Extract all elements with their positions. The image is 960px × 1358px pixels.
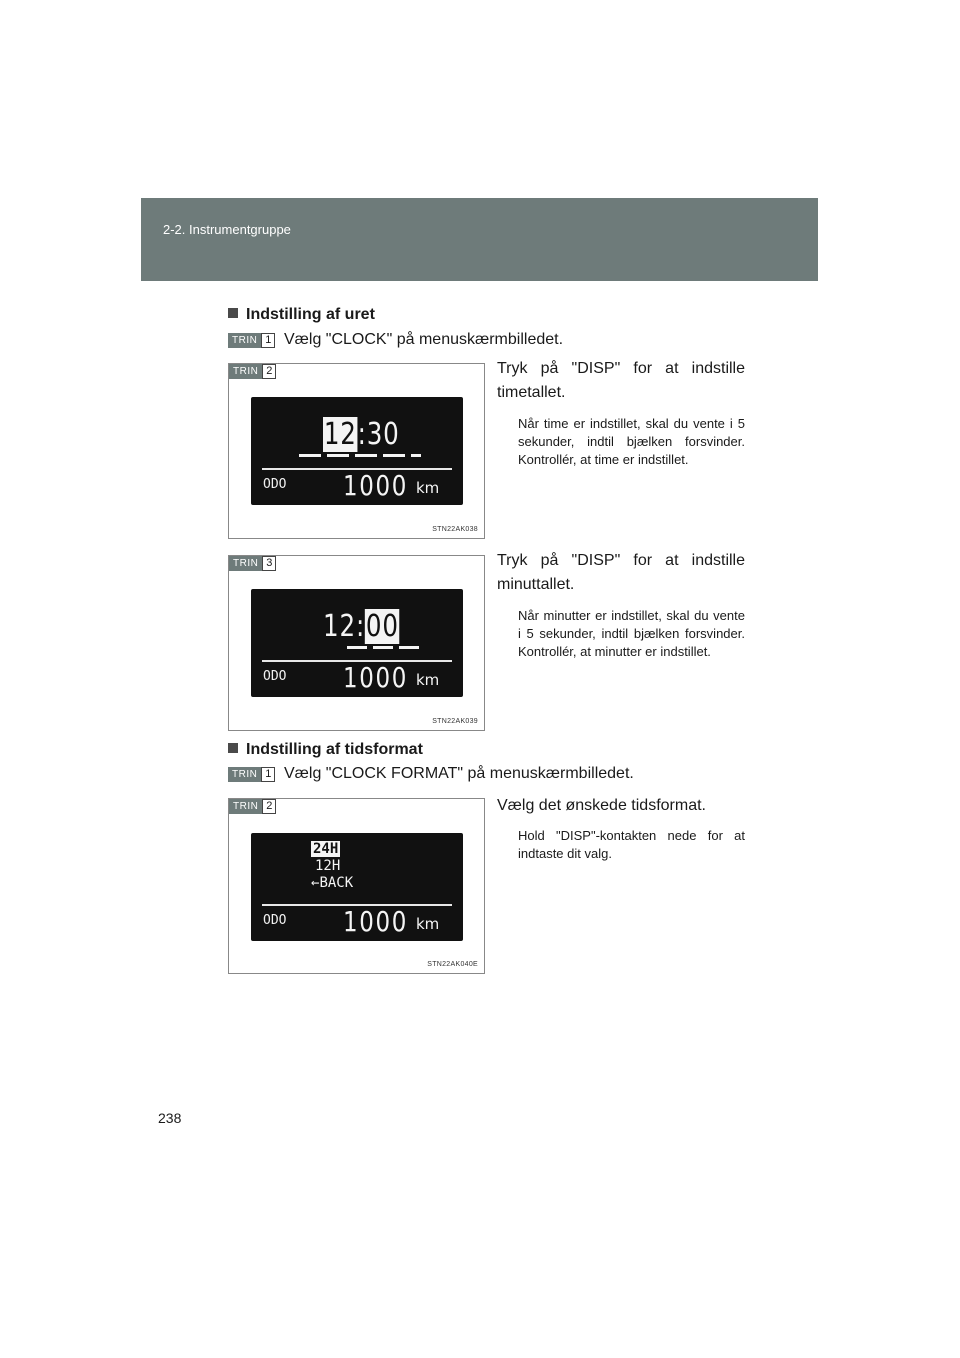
page-number: 238 [158,1110,182,1126]
format-step2-instruction: Vælg det ønskede tidsformat. [497,797,706,814]
section-header [141,198,818,281]
trin-badge: TRIN 1 [228,333,275,348]
section-label: 2-2. Instrumentgruppe [163,222,291,237]
format-setting-title: Indstilling af tidsformat [228,741,423,759]
odo-unit: km [416,479,440,497]
clock-step2-note: Når time er indstillet, skal du vente i 5 sekunder, indtil bjælken forsvinder. Kontrollér, at time er indstillet. [518,416,745,467]
figure-clock-minute [228,555,485,731]
clock-step3-note: Når minutter er indstillet, skal du vente i 5 sekunder, indtil bjælken forsvinder. Kontrollér, at minutter er indstillet. [518,608,745,659]
menu-option-24h: 24H [313,841,339,857]
odo-unit: km [416,671,440,689]
odo-value: 1000 [343,905,408,938]
square-bullet-icon [228,308,238,318]
trin-badge: TRIN 3 [229,556,276,571]
odo-unit: km [416,915,440,933]
odo-value: 1000 [343,469,408,502]
figure-code: STN22AK038 [432,526,478,533]
odo-label: ODO [263,477,287,492]
instrument-display [251,589,463,697]
progress-bar-segment [373,646,393,649]
clock-step1-text: Vælg "CLOCK" på menuskærmbilledet. [284,331,564,348]
instrument-display [251,397,463,505]
clock-readout: 12:30 [323,417,400,452]
clock-step2-instruction: Tryk på "DISP" for at indstille timetallet. [497,360,745,401]
clock-readout: 12:00 [323,609,399,644]
odo-label: ODO [263,913,287,928]
instrument-display [251,833,463,941]
clock-setting-title: Indstilling af uret [228,306,375,324]
square-bullet-icon [228,743,238,753]
format-step1-text: Vælg "CLOCK FORMAT" på menuskærmbilledet. [284,765,634,782]
progress-bar-segment [411,454,421,457]
trin-badge: TRIN 2 [229,364,276,379]
progress-bar-segment [347,646,367,649]
trin-badge: TRIN 1 [228,767,275,782]
figure-code: STN22AK039 [432,718,478,725]
menu-option-back: ←BACK [311,875,354,891]
trin-badge: TRIN 2 [229,799,276,814]
odo-value: 1000 [343,661,408,694]
progress-bar-segment [355,454,377,457]
progress-bar-segment [327,454,349,457]
clock-step3-instruction: Tryk på "DISP" for at indstille minuttallet. [497,552,745,593]
progress-bar-segment [383,454,405,457]
format-step2-note: Hold "DISP"-kontakten nede for at indtaste dit valg. [518,828,745,861]
figure-clock-hour [228,363,485,539]
progress-bar-segment [299,454,321,457]
odo-label: ODO [263,669,287,684]
menu-option-12h: 12H [315,858,341,874]
back-arrow-icon: ← [311,875,320,891]
progress-bar-segment [399,646,419,649]
figure-code: STN22AK040E [427,961,478,968]
figure-clock-format [228,798,485,974]
